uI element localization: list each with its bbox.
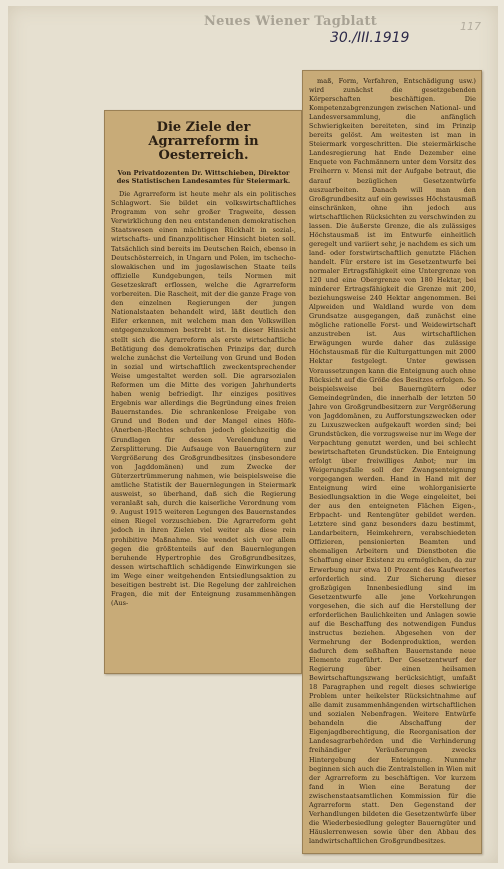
newspaper-stamp: Neues Wiener Tagblatt <box>204 14 378 29</box>
clipping-column-1 <box>104 110 302 674</box>
page-number: 117 <box>460 20 481 33</box>
article-text-column-1: Die Agrarreform ist heute mehr als ein politisches Schlagwort. Sie bildet ein volkswirtschaftliches Programm von sehr großer Tragweite, dessen Verwirklichung den neu entstandenen demokratischen Staatswesen einen mächtigen Rückhalt in sozial-, wirtschafts- und finanzpolitischer Hinsicht bieten soll. Tatsächlich sind bereits im Deutschen Reich, ebenso in Deutschösterreich, in Ungarn und Polen, im tschecho-slowakischen und im jugoslawischen Staate teils offizielle Kundgebungen, teils Normen mit Gesetzeskraft erflossen, welche die Agrarreform vorbereiten. Die Rascheit, mit der die ganze Frage von den einzelnen Regierungen der jungen Nationalstaaten behandelt wird, läßt deutlich den Eifer erkennen, mit welchem man den Volkswillen entgegenzukommen bestrebt ist. In dieser Hinsicht stellt sich die Agrarreform als erste wirtschaftliche Betätigung des demokratischen Prinzips dar, durch welche zunächst die Verteilung von Grund und Boden in sozial und wirtschaftlich zweckentsprechender Weise umgestaltet werden soll. Die agrarsozialen Reformen um die Mitte des vorigen Jahrhunderts haben wenig befriedigt. Ihr einziges positives Ergebnis war allerdings die Begründung eines freien Bauernstandes. Die schrankenlose Freigabe von Grund und Boden und der Mangel eines Höfe-(Anerben-)Rechtes schufen jedoch gleichzeitig die Grundlagen für dessen Verelendung und Zersplitterung. Die Aufsauge von Bauerngütern zur Vergrößerung des Großgrundbesitzes (insbesondere von Jagddomänen) und zum Zwecke der Güterzertrümmerung nahmen, wie beispielsweise die amtliche Statistik der Bauernlegungen in Steiermark ausweist, so überhand, daß sich die Regierung veranlaßt sah, durch die kaiserliche Verordnung vom 9. August 1915 weiteren Legungen des Bauernstandes einen Riegel vorzuschieben. Die Agrarreform geht jedoch in ihren Zielen viel weiter als diese rein prohibitive Maßnahme. Sie wendet sich vor allem gegen die größtenteils auf den Bauernlegungen beruhende Hypertrophie des Großgrundbesitzes, dessen wirtschaftlich schädigende Einwirkungen sie im Wege einer weitgehenden Entsiedlungsaktion zu beseitigen bestrebt ist. Die Regelung der zahlreichen Fragen, die mit der Enteignung zusammenhängen (Aus- <box>111 190 296 608</box>
article-text-column-2: maß, Form, Verfahren, Entschädigung usw.) wird zunächst die gesetzgebenden Körperschaften beschäftigen. Die Kompetenzabgrenzungen zwischen National- und Landesversammlung, die anfänglich Schwierigkeiten bereiteten, sind im Prinzip bereits gelöst. Am weitesten ist man in Steiermark vorgeschritten. Die steiermärkische Landesregierung hat Ende Dezember eine Enquete von Fachmännern unter dem Vorsitz des Freiherrn v. Mensi mit der Aufgabe betraut, die darauf bezüglichen Gesetzentwürfe auszuarbeiten. Danach will man den Großgrundbesitz auf ein gewisses Höchstausmaß einschränken, ohne ihn jedoch aus wirtschaftlichen Rücksichten zu verschwinden zu lassen. Die äußerste Grenze, die als zulässiges Höchstausmaß ist im Entwurfe einheitlich geregelt und variiert sehr, je nachdem es sich um land- oder forstwirtschaftlich genutzte Flächen handelt. Für erstere ist im Gesetzentwurfe bei normaler Ertragsfähigkeit eine Untergrenze von 120 und eine Obergrenze von 180 Hektar, bei minderer Ertragsfähigkeit die Grenze mit 200, beziehungsweise 240 Hektar angenommen. Bei Alpweiden und Waldland wurde von dem Grundsatze ausgegangen, daß zunächst eine mögliche rationelle Forst- und Weidewirtschaft anzustreben ist. Aus wirtschaftlichen Erwägungen wurde daher das zulässige Höchstausmaß für die Kulturgattungen mit 2000 Hektar festgelegt. Unter gewissen Voraussetzungen kann die Enteignung auch ohne Rücksicht auf die Größe des Besitzes erfolgen. So beispielsweise bei Bauerngütern oder Gemeindegründen, die innerhalb der letzten 50 Jahre von Großgrundbesitzern zur Vergrößerung von Jagddomänen, zu Aufforstungszwecken oder zu Luxuszwecken aufgekauft worden sind; bei Grundstücken, die vorzugsweise nur im Wege der Verpachtung genutzt werden, und bei schlecht bewirtschafteten Grundstücken. Die Enteignung erfolgt über freiwilliges Anbot; nur im Weigerungsfalle soll der Zwangsenteignung vorgegangen werden. Hand in Hand mit der Enteignung wird eine wohlorganisierte Besiedlungsaktion in die Wege eingeleitet, bei der aus den enteigneten Flächen Eigen-, Erbpacht- und Rentengüter gebildet werden. Letztere sind ganz besonders dazu bestimmt, Landarbeitern, Heimkehrern, verabschiedeten Offizieren, pensionierten Beamten und ehemaligen Arbeitern und Dienstboten die Schaffung einer Existenz zu ermöglichen, da zur Erwerbung nur etwa 10 Prozent des Kaufwertes erforderlich sind. Zur Sicherung dieser großzügigen Innenbesiedlung sind im Gesetzentwurfe alle jene Vorkehrungen vorgesehen, die sich auf die Herstellung der erforderlichen Baulichkeiten und Anlagen sowie auf die Beschaffung des notwendigen Fundus instructus beziehen. Abgesehen von der Vermehrung der Bodenproduktion, werden dadurch dem seßhaften Bauernstande neue Elemente zugeführt. Der Gesetzentwurf der Regierung über einen heilsamen Bewirtschaftungszwang berücksichtigt, umfaßt 18 Paragraphen und regelt dieses schwierige Problem unter heikelster Rücksichtnahme auf alle damit zusammenhängenden wirtschaftlichen und sozialen Nebenfragen. Weitere Entwürfe behandeln die Abschaffung der Eigenjagdberechtigung, die Reorganisation der Landesagrarbehörden und die Verhinderung freihändiger Veräußerungen zwecks Hintergebung der Enteignung. Nunmehr beginnen sich auch die Zentralstellen in Wien mit der Agrarreform zu beschäftigen. Vor kurzem fand in Wien eine Beratung der zwischenstaatsamtlichen Kommission für die Agrarreform statt. Den Gegenstand der Verhandlungen bildeten die Gesetzentwürfe über die Wiederbesiedlung gelegter Bauerngüter und Häuslerrenwesen sowie über den Abbau des landwirtschaftlichen Großgrundbesitzes. <box>309 77 476 845</box>
archive-sheet <box>8 6 498 863</box>
handwritten-date: 30./III.1919 <box>330 30 410 46</box>
clipping-column-2 <box>302 70 482 854</box>
article-headline: Die Ziele der Agrarreform in Oesterreich. <box>148 120 259 163</box>
article-byline: Von Privatdozenten Dr. Wittschieben, Direktor des Statistischen Landesamtes für Steiermark. <box>116 169 291 185</box>
